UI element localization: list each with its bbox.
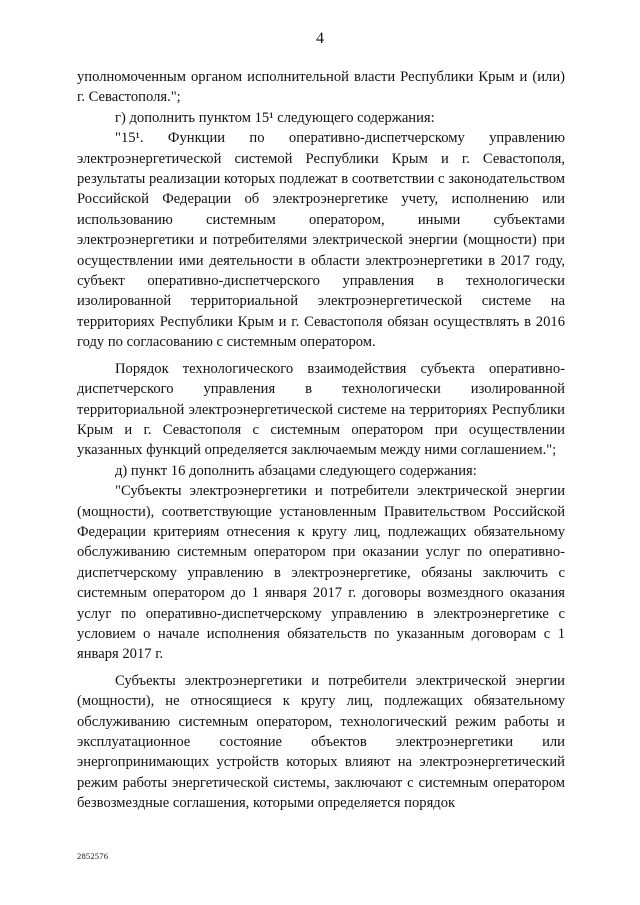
paragraph-free-agreements: Субъекты электроэнергетики и потребители электрической энергии (мощности), не относящиеся к кругу лиц, подлежащих обязательному обслуживанию системным оператором, технологический режим работы и эксплуатационное состояние объектов электроэнергетики или энергопринимающих устройств которых влияют на электроэнергетический режим работы энергетической системы, заключают с системным оператором безвозмездные соглашения, которыми определяется порядок	[77, 672, 565, 812]
paragraph-continuation: уполномоченным органом исполнительной власти Республики Крым и (или) г. Севастополя.";	[77, 69, 565, 106]
paragraph-point-15-1: "15¹. Функции по оперативно-диспетчерскому управлению электроэнергетической системой Республики Крым и г. Севастополя, результаты реализации которых подлежат в соответствии с законодательством Российской Федерации об электроэнергетике учету, исполнению или использованию системным оператором, иными субъектами электроэнергетики и потребителями электрической энергии (мощности) при осуществлении ими деятельности в области электроэнергетики в 2017 году, субъект оперативно-диспетчерского управления в технологически изолированной территориальной электроэнергетической системе на территориях Республики Крым и г. Севастополя обязан осуществлять в 2016 году по согласованию с системным оператором.	[77, 130, 565, 351]
paragraph-mandatory-service: "Субъекты электроэнергетики и потребители электрической энергии (мощности), соответствующие установленным Правительством Российской Федерации критериям отнесения к кругу лиц, подлежащих обязательному обслуживанию системным оператором при оказании услуг по оперативно-диспетчерскому управлению в электроэнергетике, обязаны заключить с системным оператором до 1 января 2017 г. договоры возмездного оказания услуг по оперативно-диспетчерскому управлению в электроэнергетике с условием о начале исполнения обязательств по указанным договорам с 1 января 2017 г.	[77, 483, 565, 663]
document-code: 2852576	[77, 851, 109, 861]
paragraph-interaction-procedure: Порядок технологического взаимодействия субъекта оперативно-диспетчерского управления в технологически изолированной территориальной электроэнергетической системе на территориях Республики Крым и г. Севастополя с системным оператором при осуществлении указанных функций определяется заключаемым между ними соглашением.";	[77, 360, 565, 459]
page-number: 4	[316, 30, 324, 47]
paragraph-item-d: д) пункт 16 дополнить абзацами следующего содержания:	[115, 462, 477, 479]
paragraph-item-g: г) дополнить пунктом 15¹ следующего содержания:	[115, 109, 435, 126]
document-body	[77, 67, 565, 814]
